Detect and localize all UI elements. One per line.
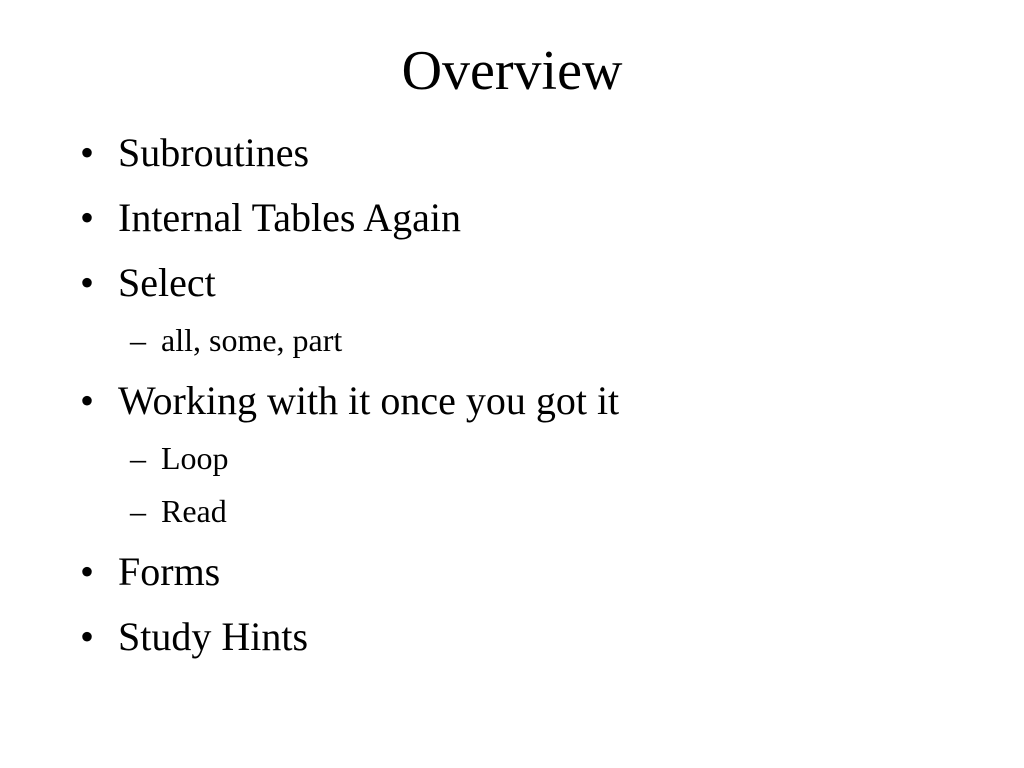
sub-bullet-text: Loop: [161, 440, 229, 476]
bullet-marker: •: [80, 195, 95, 240]
bullet-text: Working with it once you got it: [118, 378, 620, 423]
bullet-text: Subroutines: [118, 130, 310, 175]
bullet-item: [80, 258, 980, 308]
bullet-text: Internal Tables Again: [118, 195, 462, 240]
bullet-marker: •: [80, 614, 95, 659]
sub-bullet-text: all, some, part: [161, 322, 343, 358]
bullet-marker: •: [80, 549, 95, 594]
sub-bullet-item: [80, 491, 980, 531]
bullet-marker: •: [80, 378, 95, 423]
bullet-text: Select: [118, 260, 216, 305]
bullet-text: Study Hints: [118, 614, 309, 659]
bullet-text: Forms: [118, 549, 221, 594]
sub-bullet-item: [80, 320, 980, 360]
sub-bullet-marker: –: [130, 322, 146, 358]
bullet-item: [80, 376, 980, 426]
sub-bullet-marker: –: [130, 493, 146, 529]
bullet-list: [80, 128, 980, 677]
sub-bullet-text: Read: [161, 493, 227, 529]
bullet-marker: •: [80, 130, 95, 175]
bullet-item: [80, 128, 980, 178]
bullet-marker: •: [80, 260, 95, 305]
bullet-item: [80, 612, 980, 662]
slide-title: Overview: [401, 40, 623, 102]
bullet-item: [80, 193, 980, 243]
bullet-item: [80, 547, 980, 597]
sub-bullet-item: [80, 438, 980, 478]
sub-bullet-marker: –: [130, 440, 146, 476]
